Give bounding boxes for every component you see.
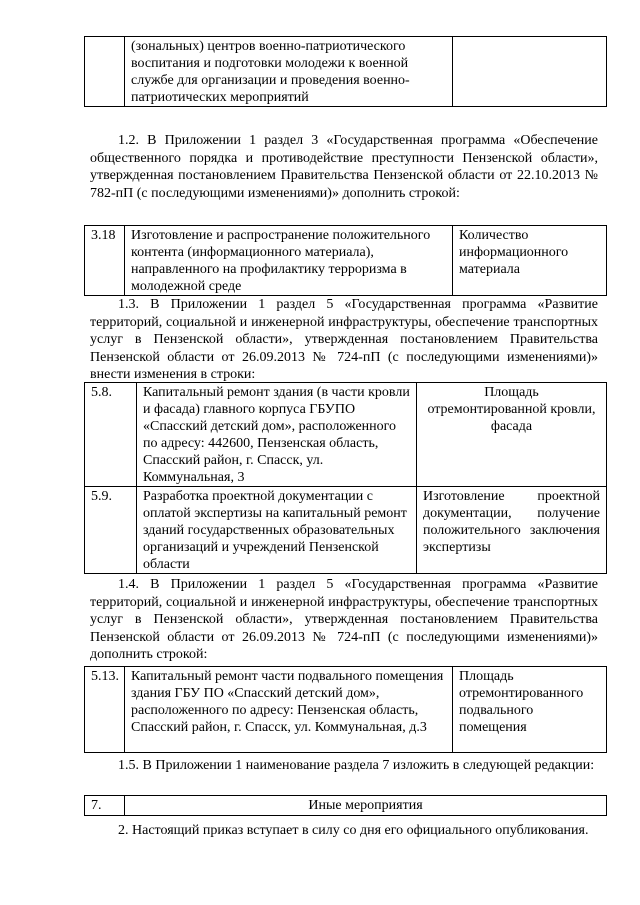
paragraph-1-5: 1.5. В Приложении 1 наименование раздела 7 изложить в следующей редакции: [118, 758, 595, 773]
table-row [85, 37, 607, 107]
table-cell-indicator: Изготовление проектной документации, получение положительного заключения экспертизы [417, 487, 607, 574]
table-cell-number: 5.8. [85, 383, 137, 487]
table-cell-activity: (зональных) центров военно-патриотического воспитания и подготовки молодежи к военной службе для организации и проведения военно-патриотических мероприятий [125, 37, 453, 107]
table-cell-indicator: Количество информационного материала [453, 226, 607, 296]
table-cell-section-title: Иные мероприятия [125, 796, 607, 816]
table-cell-activity: Капитальный ремонт здания (в части кровли и фасада) главного корпуса ГБУПО «Спасский детский дом», расположенного по адресу: 442600, Пензенская область, Спасский район, г. Спасск, ул. Коммунальная, 3 [137, 383, 417, 487]
table-cell-activity: Разработка проектной документации с оплатой экспертизы на капитальный ремонт зданий государственных образовательных организаций и учреждений Пензенской области [137, 487, 417, 574]
table-row [85, 667, 607, 753]
paragraph-1-4: 1.4. В Приложении 1 раздел 5 «Государственная программа «Развитие территорий, социальной и инженерной инфраструктуры, обеспечение транспортных услуг в Пензенской области», утвержденная постановлением Правительства Пензенской области от 26.09.2013 № 724-пП (с последующими изменениями)» дополнить строкой: [90, 577, 598, 663]
table-cell-activity: Изготовление и распространение положительного контента (информационного материала), направленного на профилактику терроризма в молодежной среде [125, 226, 453, 296]
table-cell-activity: Капитальный ремонт части подвального помещения здания ГБУ ПО «Спасский детский дом», расположенного по адресу: Пензенская область, Спасский район, г. Спасск, ул. Коммунальная, д.3 [125, 667, 453, 753]
paragraph-2: 2. Настоящий приказ вступает в силу со дня его официального опубликования. [118, 823, 589, 838]
table-1-2 [84, 225, 607, 296]
table-cell-number: 5.13. [85, 667, 125, 753]
table-1-4 [84, 666, 607, 753]
table-1-5 [84, 795, 607, 816]
table-row [85, 226, 607, 296]
table-row [85, 796, 607, 816]
table-row [85, 487, 607, 574]
paragraph-1-3: 1.3. В Приложении 1 раздел 5 «Государственная программа «Развитие территорий, социальной и инженерной инфраструктуры, обеспечение транспортных услуг в Пензенской области», утвержденная постановлением Правительства Пензенской области от 26.09.2013 № 724-пП (с последующими изменениями)» внести изменения в строки: [90, 297, 598, 383]
table-cell-number: 7. [85, 796, 125, 816]
table-cell-number: 3.18 [85, 226, 125, 296]
paragraph-1-2: 1.2. В Приложении 1 раздел 3 «Государственная программа «Обеспечение общественного порядка и противодействие преступности Пензенской области», утвержденная постановлением Правительства Пензенской области от 22.10.2013 № 782-пП (с последующими изменениями)» дополнить строкой: [90, 133, 598, 201]
table-cell-indicator: Площадь отремонтированной кровли, фасада [417, 383, 607, 487]
table-cell-indicator: Площадь отремонтированного подвального помещения [453, 667, 607, 753]
table-top-continuation [84, 36, 607, 107]
table-cell-empty [453, 37, 607, 107]
table-1-3 [84, 382, 607, 574]
table-cell-empty [85, 37, 125, 107]
table-row [85, 383, 607, 487]
table-cell-number: 5.9. [85, 487, 137, 574]
